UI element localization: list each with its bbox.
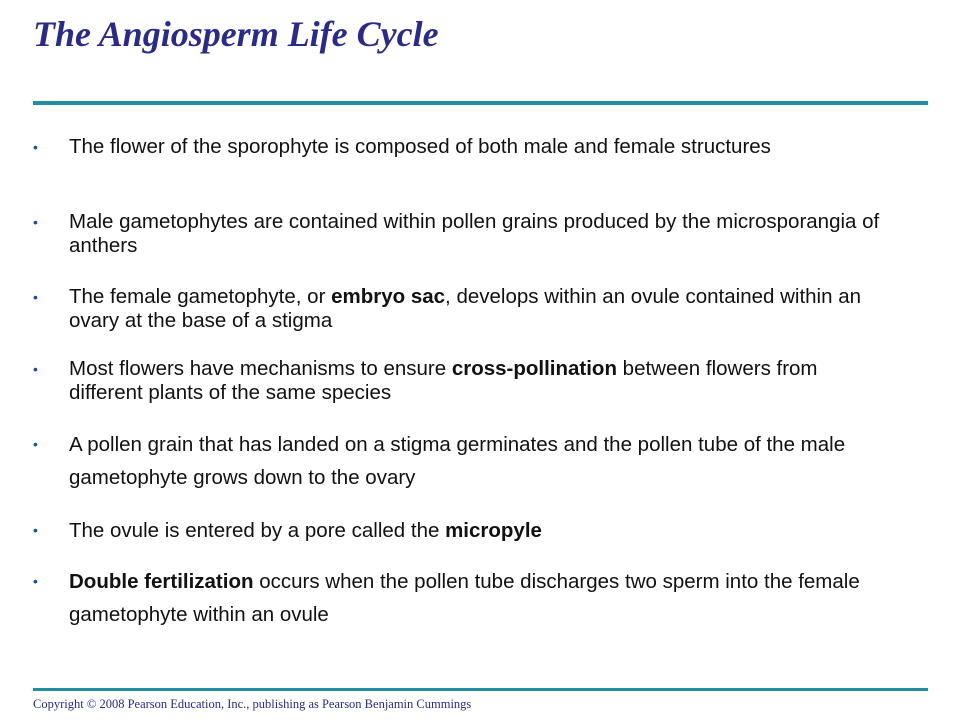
- bullet-item: [32, 514, 892, 547]
- bullet-dot-icon: •: [33, 139, 38, 155]
- bullet-item: [32, 565, 892, 631]
- bullet-item: [32, 210, 892, 258]
- bullet-text: Male gametophytes are contained within pollen grains produced by the microsporangia of anthers: [69, 210, 880, 257]
- bullet-text: The female gametophyte, or embryo sac, develops within an ovule contained within an ovary at the base of a stigma: [69, 285, 862, 332]
- bullet-dot-icon: •: [33, 214, 38, 230]
- bullet-text: Double fertilization occurs when the pollen tube discharges two sperm into the female gametophyte within an ovule: [69, 570, 860, 626]
- bullet-text: Most flowers have mechanisms to ensure cross-pollination between flowers from different plants of the same species: [69, 357, 818, 404]
- bullet-item: [32, 135, 892, 159]
- bullet-dot-icon: •: [33, 361, 38, 377]
- bullet-item: [32, 285, 892, 333]
- bullet-dot-icon: •: [33, 436, 38, 452]
- bullet-text: A pollen grain that has landed on a stigma germinates and the pollen tube of the male gametophyte grows down to the ovary: [69, 433, 846, 489]
- bullet-text: The flower of the sporophyte is composed of both male and female structures: [69, 135, 771, 158]
- bullet-item: [32, 357, 892, 405]
- bullet-item: [32, 428, 892, 494]
- footer-divider: [33, 688, 928, 691]
- bullet-dot-icon: •: [33, 289, 38, 305]
- bullet-text: The ovule is entered by a pore called the micropyle: [69, 519, 542, 542]
- slide-title: The Angiosperm Life Cycle: [33, 14, 439, 54]
- bullet-dot-icon: •: [33, 573, 38, 589]
- copyright-notice: Copyright © 2008 Pearson Education, Inc., publishing as Pearson Benjamin Cummings: [33, 697, 472, 711]
- bullet-dot-icon: •: [33, 522, 38, 538]
